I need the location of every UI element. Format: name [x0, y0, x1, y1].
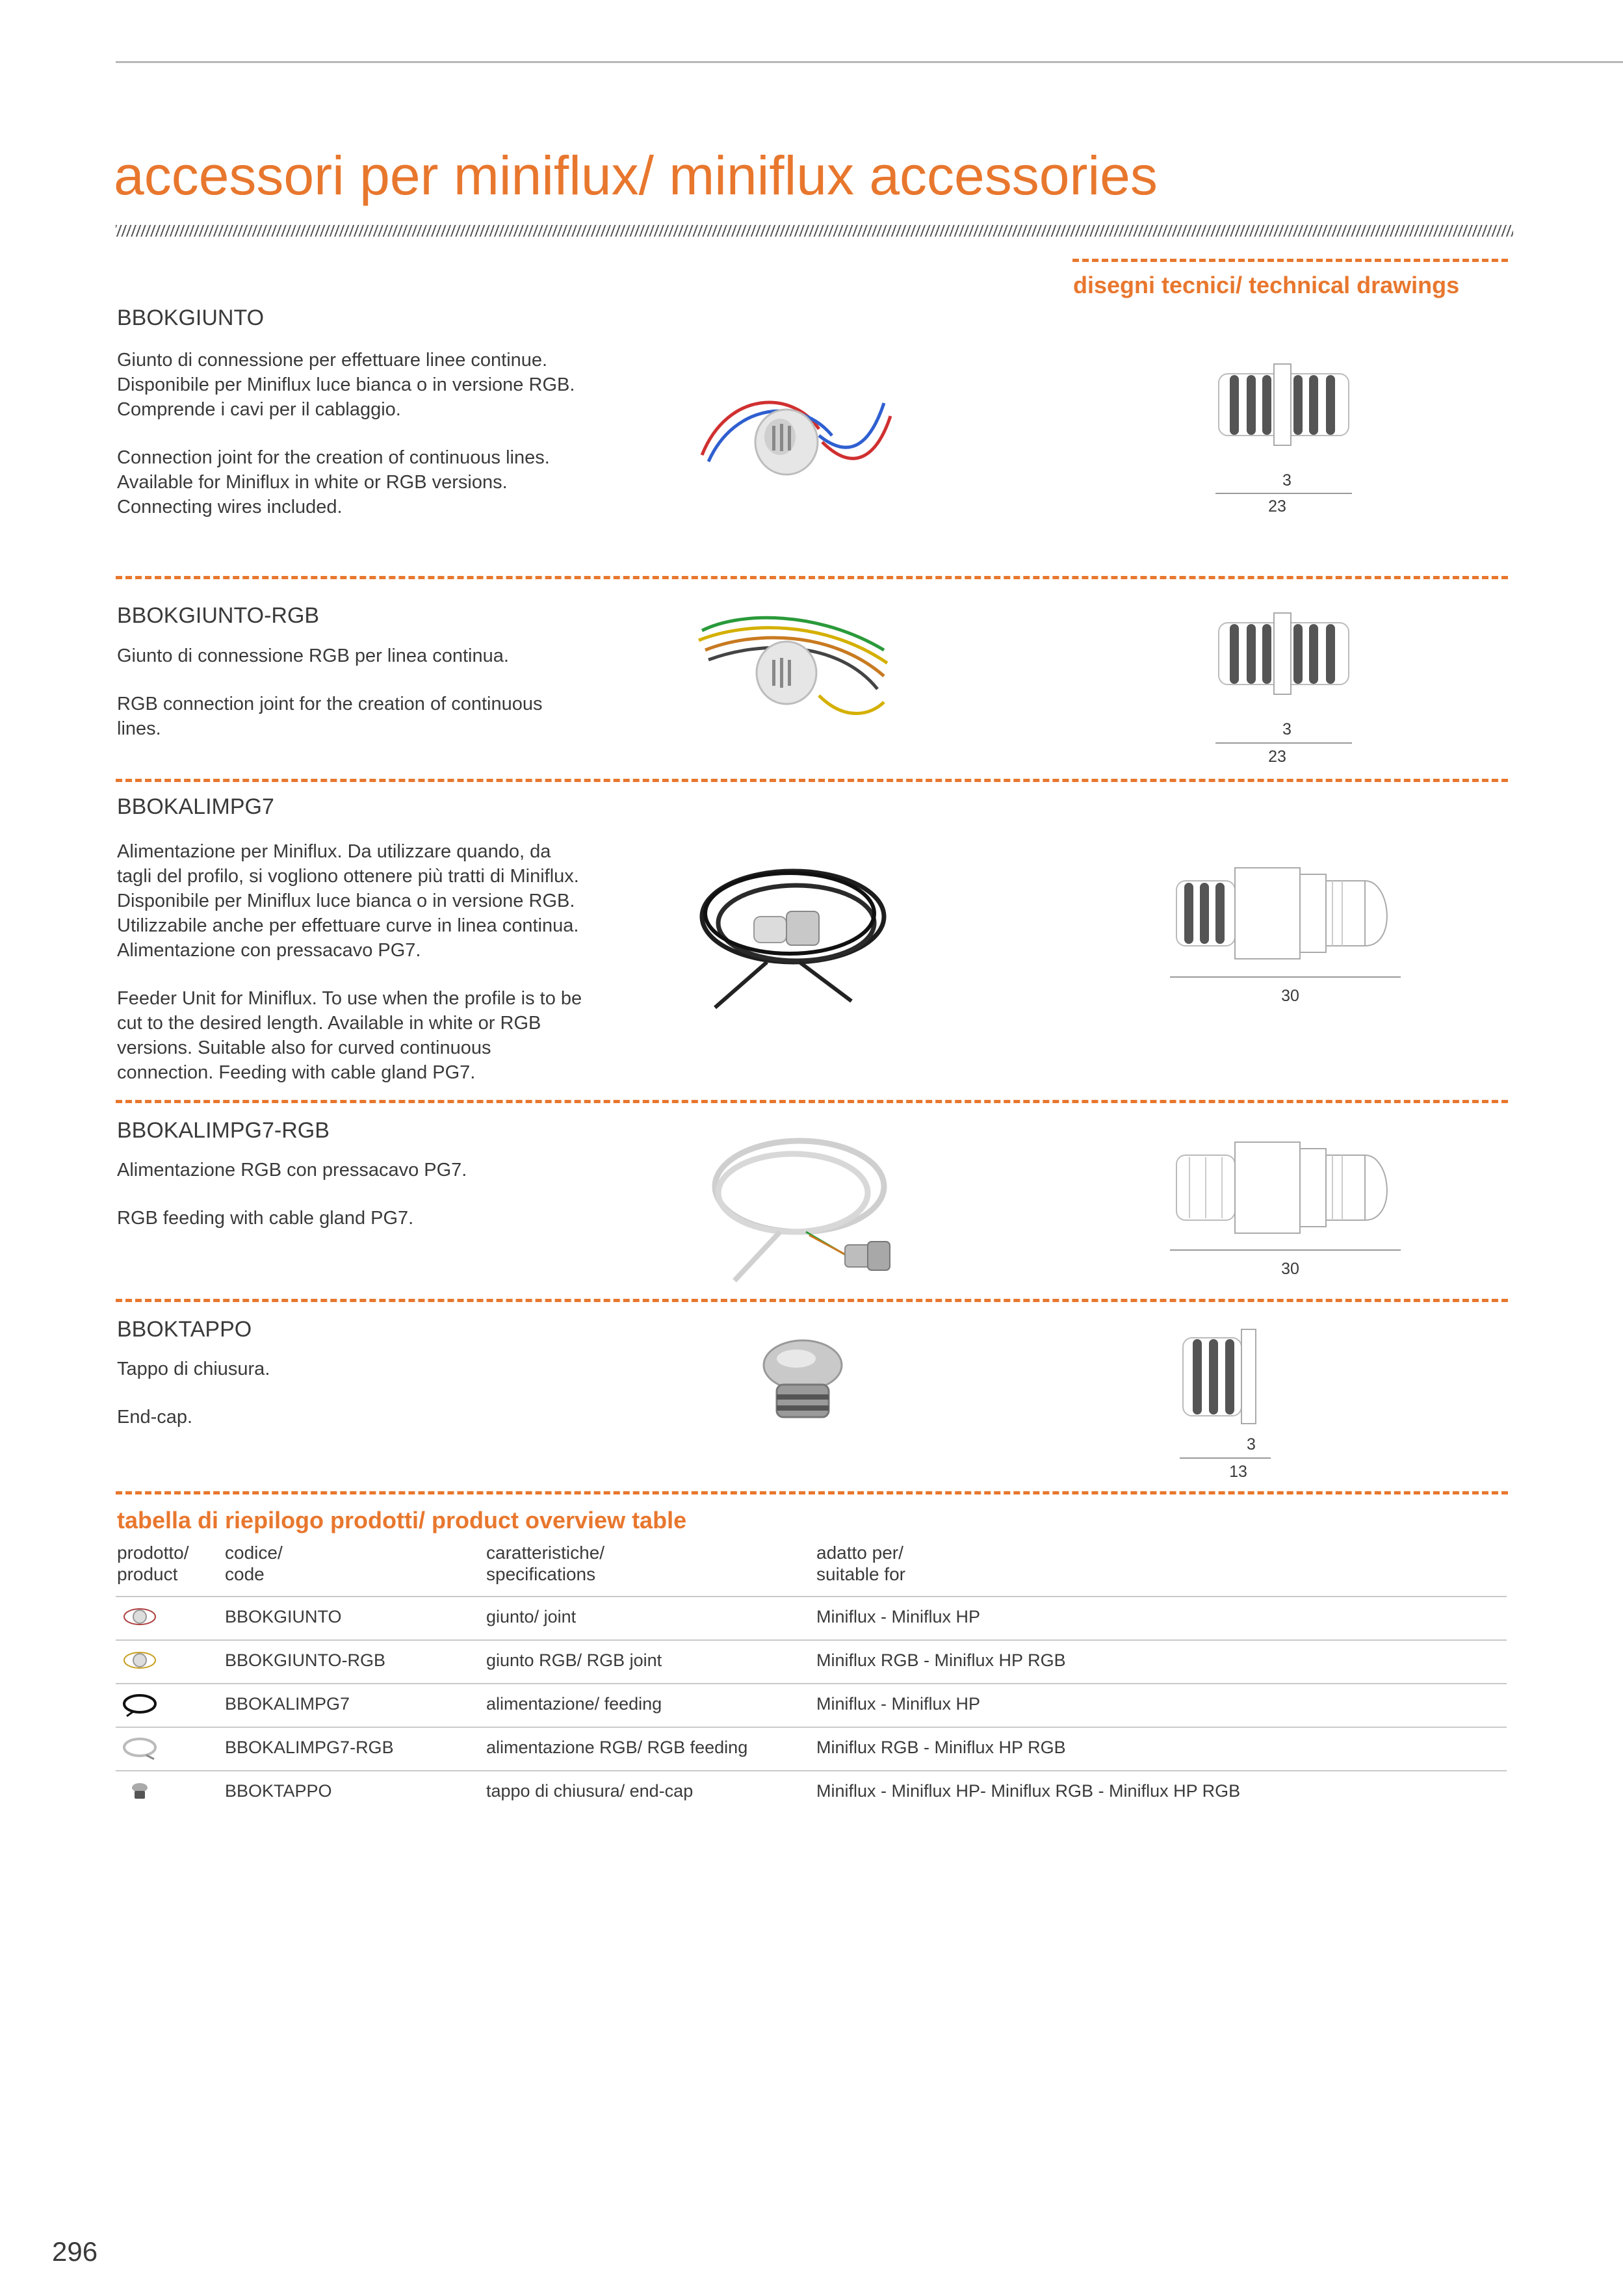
table-cell-spec: giunto RGB/ RGB joint	[486, 1650, 662, 1670]
end-cap-thumbnail	[130, 1782, 149, 1800]
product-code: BBOKALIMPG7-RGB	[117, 1118, 330, 1143]
joint-thumbnail	[120, 1606, 159, 1628]
product-code: BBOKALIMPG7	[117, 794, 274, 819]
description-it: Giunto di connessione RGB per linea continua.	[117, 646, 509, 666]
dimension-line	[1215, 742, 1352, 744]
table-header-spec: caratteristiche/ specifications	[486, 1543, 605, 1584]
section-dash	[116, 1491, 1508, 1494]
table-header-suitable: adatto per/ suitable for	[816, 1543, 905, 1584]
rgb-feeder-technical-drawing	[1170, 1139, 1404, 1236]
table-cell-code: BBOKALIMPG7	[225, 1694, 350, 1714]
table-cell-suitable: Miniflux RGB - Miniflux HP RGB	[816, 1738, 1066, 1757]
table-rule	[116, 1683, 1507, 1684]
section-dash	[116, 576, 1508, 579]
product-description	[117, 348, 585, 519]
description-it: Alimentazione per Miniflux. Da utilizzare quando, da tagli del profilo, si vogliono ottenere più tratti di Miniflux. Disponibile per Miniflux luce bianca o in versione RGB. Utilizzabile anche per effettuare curve in linea continua. Alimentazione con pressacavo PG7.	[117, 841, 579, 961]
product-description	[117, 839, 585, 1085]
description-en: Feeder Unit for Miniflux. To use when the profile is to be cut to the desired length. Available in white or RGB versions. Suitable also for curved continuous connection. Feeding with cable gland PG7.	[117, 988, 582, 1083]
page-number: 296	[52, 2236, 98, 2267]
description-en: End-cap.	[117, 1407, 193, 1428]
description-it: Giunto di connessione per effettuare linee continue. Disponibile per Miniflux luce bianca o in versione RGB. Comprende i cavi per il cablaggio.	[117, 350, 575, 420]
description-it: Alimentazione RGB con pressacavo PG7.	[117, 1160, 467, 1181]
table-cell-suitable: Miniflux RGB - Miniflux HP RGB	[816, 1650, 1066, 1670]
table-header-code: codice/ code	[225, 1543, 283, 1584]
table-cell-spec: alimentazione/ feeding	[486, 1694, 662, 1714]
rgb-feeder-product-photo	[695, 1125, 897, 1287]
dimension-line	[1170, 1249, 1401, 1251]
end-cap-technical-drawing	[1180, 1326, 1264, 1430]
table-cell-suitable: Miniflux - Miniflux HP	[816, 1694, 981, 1714]
table-cell-code: BBOKGIUNTO-RGB	[225, 1650, 386, 1670]
joint-technical-drawing	[1215, 361, 1358, 452]
dimension-total: 23	[1268, 497, 1286, 515]
dimension-total: 13	[1229, 1463, 1247, 1481]
drawings-dash	[1072, 259, 1508, 262]
table-rule	[116, 1596, 1507, 1597]
hatch-divider	[116, 225, 1513, 237]
description-en: Connection joint for the creation of continuous lines. Available for Miniflux in white or RGB versions. Connecting wires included.	[117, 447, 550, 517]
table-cell-suitable: Miniflux - Miniflux HP- Miniflux RGB - Miniflux HP RGB	[816, 1781, 1241, 1801]
product-code: BBOKGIUNTO	[117, 306, 265, 330]
rgb-joint-technical-drawing	[1215, 610, 1358, 701]
section-dash	[116, 1299, 1508, 1302]
product-description	[117, 1357, 585, 1429]
top-rule	[116, 61, 1623, 63]
table-rule	[116, 1727, 1507, 1728]
joint-product-photo	[689, 364, 897, 507]
product-code: BBOKGIUNTO-RGB	[117, 603, 320, 628]
dimension-total: 30	[1281, 987, 1299, 1005]
feeder-technical-drawing	[1170, 865, 1404, 962]
rgb-joint-product-photo	[689, 605, 897, 735]
table-rule	[116, 1770, 1507, 1771]
rgb-feeder-thumbnail	[120, 1736, 159, 1760]
section-dash	[116, 779, 1508, 782]
dimension-total: 30	[1281, 1260, 1299, 1278]
table-cell-spec: giunto/ joint	[486, 1607, 577, 1626]
dimension-line	[1180, 1457, 1271, 1459]
product-description	[117, 1158, 585, 1231]
feeder-product-photo	[689, 852, 897, 1021]
table-cell-code: BBOKTAPPO	[225, 1781, 332, 1801]
table-cell-code: BBOKGIUNTO	[225, 1607, 342, 1626]
dimension-line	[1170, 976, 1401, 978]
drawings-label: disegni tecnici/ technical drawings	[1073, 272, 1460, 298]
product-code: BBOKTAPPO	[117, 1317, 252, 1342]
section-dash	[116, 1100, 1508, 1103]
table-cell-code: BBOKALIMPG7-RGB	[225, 1738, 394, 1757]
product-description	[117, 644, 585, 741]
end-cap-product-photo	[754, 1333, 851, 1430]
dimension-line	[1215, 493, 1352, 494]
description-en: RGB feeding with cable gland PG7.	[117, 1208, 414, 1229]
table-cell-spec: tappo di chiusura/ end-cap	[486, 1781, 694, 1801]
dimension-small: 3	[1247, 1435, 1256, 1454]
feeder-thumbnail	[120, 1692, 159, 1717]
description-it: Tappo di chiusura.	[117, 1359, 270, 1379]
dimension-small: 3	[1282, 720, 1292, 738]
table-header-product: prodotto/ product	[117, 1543, 189, 1584]
table-rule	[116, 1639, 1507, 1641]
table-label: tabella di riepilogo prodotti/ product overview table	[117, 1507, 687, 1533]
page-title: accessori per miniflux/ miniflux accessories	[114, 145, 1158, 206]
rgb-joint-thumbnail	[120, 1649, 159, 1671]
dimension-small: 3	[1282, 471, 1292, 489]
table-cell-spec: alimentazione RGB/ RGB feeding	[486, 1738, 748, 1757]
description-en: RGB connection joint for the creation of continuous lines.	[117, 694, 543, 739]
table-cell-suitable: Miniflux - Miniflux HP	[816, 1607, 981, 1626]
dimension-total: 23	[1268, 748, 1286, 766]
